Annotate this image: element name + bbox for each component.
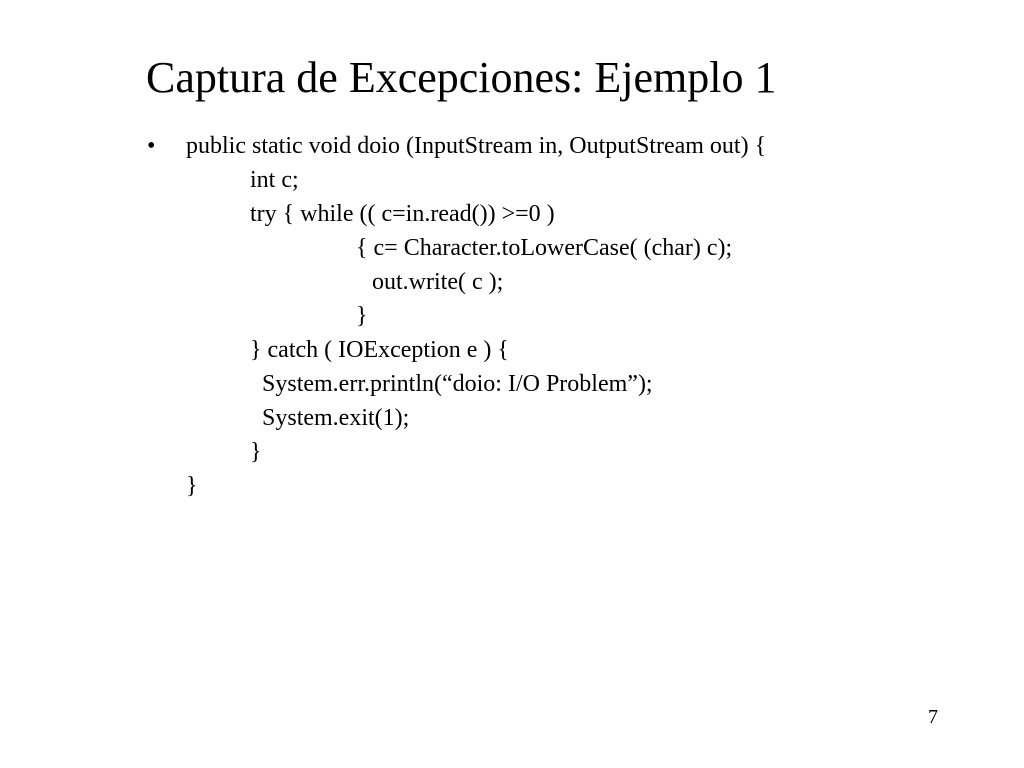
code-block <box>186 129 946 503</box>
code-line: { c= Character.toLowerCase( (char) c); <box>356 235 733 261</box>
page-number: 7 <box>928 706 938 728</box>
code-line: } catch ( IOException e ) { <box>250 337 509 363</box>
code-line: public static void doio (InputStream in, OutputStream out) { <box>186 133 767 159</box>
code-line: try { while (( c=in.read()) >=0 ) <box>250 201 555 227</box>
code-line: } <box>186 473 198 499</box>
code-line: out.write( c ); <box>372 269 504 295</box>
bullet-marker: • <box>147 133 156 159</box>
code-line: } <box>356 303 368 329</box>
code-line: } <box>250 439 262 465</box>
slide-title: Captura de Excepciones: Ejemplo 1 <box>146 53 777 102</box>
code-line: int c; <box>250 167 299 193</box>
code-line: System.err.println(“doio: I/O Problem”); <box>262 371 653 397</box>
code-line: System.exit(1); <box>262 405 410 431</box>
